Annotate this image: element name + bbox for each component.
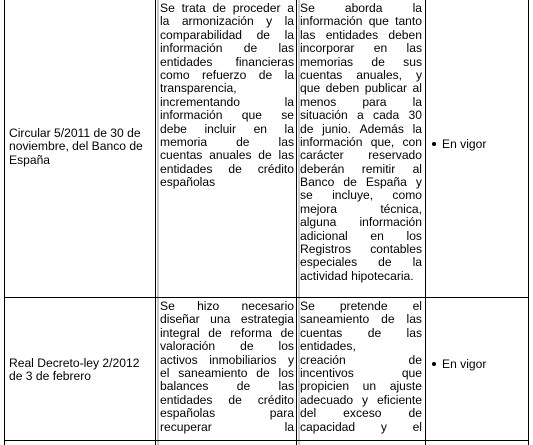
word: capacidad [300, 419, 356, 434]
word: entidades [325, 27, 379, 42]
word: los [406, 228, 422, 243]
word: las [278, 41, 294, 56]
word: entidades [160, 392, 213, 407]
word: de [240, 339, 254, 354]
word: memorias [300, 54, 354, 69]
objective-text-line: españolas [160, 175, 216, 190]
word: información [300, 134, 363, 149]
content-text-line [300, 136, 422, 149]
word: que, [370, 134, 395, 149]
word: de [228, 161, 242, 176]
objective-text-line [160, 42, 294, 55]
word: la [160, 14, 170, 29]
content-text-line [300, 82, 422, 95]
objective-text-line [160, 109, 294, 122]
word: cuentas [300, 325, 343, 340]
word: balances [160, 379, 209, 394]
word: y [266, 14, 273, 29]
word: deberán [300, 161, 345, 176]
word: integral [160, 325, 200, 340]
word: técnica, [380, 201, 422, 216]
word: de [343, 175, 357, 190]
word: en [253, 121, 268, 136]
word: incluir [204, 121, 237, 136]
word: Banco [300, 175, 335, 190]
word: situación [300, 108, 348, 123]
word: como [160, 67, 190, 82]
word: la [284, 67, 294, 82]
word: de [256, 27, 271, 42]
word: menos [300, 94, 337, 109]
word: las [278, 134, 294, 149]
word: las [300, 27, 316, 42]
status-label: En vigor [442, 357, 487, 371]
word: Registros [300, 242, 352, 257]
word: eficiente [376, 392, 422, 407]
word: de [381, 312, 395, 327]
objective-text-line [160, 421, 294, 434]
content-text-line [300, 56, 422, 69]
word: información [160, 108, 223, 123]
word: la [412, 94, 422, 109]
objective-text-line [160, 123, 294, 136]
word: cuentas [160, 148, 203, 163]
word: debe [160, 121, 187, 136]
word: carácter [300, 148, 344, 163]
norm-text-line: Circular 5/2011 de 30 de [9, 127, 141, 140]
word: de [258, 67, 273, 82]
word: mejora [300, 201, 337, 216]
norm-text-line: noviembre, del Banco de [9, 139, 143, 154]
word: 30 [408, 108, 422, 123]
word: de [280, 325, 294, 340]
word: para [269, 406, 294, 421]
word: al [412, 161, 422, 176]
norm-text-line: de 3 de febrero [9, 369, 92, 384]
word: la [412, 2, 422, 15]
word: que [368, 14, 389, 29]
word: comparabilidad [160, 27, 243, 42]
word: recuperar [160, 419, 212, 434]
content-text-line: actividad hipotecaria. [300, 268, 414, 283]
word: incorporar [300, 41, 355, 56]
word: información [160, 41, 223, 56]
word: de [300, 121, 314, 136]
content-text-line [300, 69, 422, 82]
word: especiales [300, 255, 358, 270]
word: adicional [300, 228, 348, 243]
word: de [256, 365, 270, 380]
word: como [392, 188, 422, 203]
table-border-left [4, 0, 5, 445]
word: del [300, 406, 317, 421]
status-label: En vigor [442, 137, 487, 151]
objective-text-line [160, 15, 294, 28]
word: los [278, 339, 294, 354]
word: remitir [361, 161, 396, 176]
bullet-icon [432, 142, 436, 146]
word: las [278, 148, 294, 163]
content-text-line [300, 42, 422, 55]
word: la [412, 255, 422, 270]
objective-cell [160, 300, 294, 440]
word: información [300, 14, 363, 29]
word: cada [373, 108, 400, 123]
word: contables [370, 242, 422, 257]
objective-text-line [160, 394, 294, 407]
column-separator-shade [157, 0, 159, 445]
word: saneamiento [300, 312, 370, 327]
objective-text-line [160, 96, 294, 109]
word: en [373, 41, 388, 56]
objective-text-line [160, 300, 294, 313]
objective-text-line [160, 2, 294, 15]
word: hizo [197, 300, 220, 313]
word: valoración [160, 339, 216, 354]
word: necesario [241, 300, 294, 313]
word: el [160, 365, 170, 380]
word: armonización [181, 14, 254, 29]
word: un [362, 379, 377, 394]
word: publicar [364, 81, 408, 96]
objective-text-line [160, 69, 294, 82]
word: refuerzo [201, 67, 247, 82]
word: y [287, 352, 294, 367]
word: la [284, 14, 294, 29]
norm-cell [9, 127, 153, 167]
word: memoria [160, 134, 208, 149]
objective-text-line [160, 56, 294, 69]
word: ajuste [389, 379, 422, 394]
content-text-line [300, 216, 422, 229]
word: las [278, 379, 294, 394]
word: para [362, 94, 387, 109]
content-text-line [300, 123, 422, 136]
content-text-line: entidades, [300, 339, 356, 354]
word: que [300, 81, 321, 96]
objective-text-line [160, 327, 294, 340]
word: aborda [344, 2, 383, 15]
word: activos [160, 352, 198, 367]
objective-text-line [160, 313, 294, 326]
content-text-line [300, 243, 422, 256]
word: reservado [368, 148, 422, 163]
norm-text-line: Real Decreto-ley 2/2012 [9, 357, 140, 370]
word: de [228, 392, 242, 407]
content-text-line [300, 394, 422, 407]
word: incluye, [332, 188, 374, 203]
content-text-line [300, 96, 422, 109]
word: de [408, 352, 422, 367]
word: junio. [322, 121, 351, 136]
word: adecuado [300, 392, 354, 407]
word: diseñar [160, 312, 200, 327]
word: y [362, 392, 369, 407]
content-text-line [300, 313, 422, 326]
content-text-line [300, 327, 422, 340]
content-text-line [300, 380, 422, 393]
word: que [401, 365, 422, 380]
content-text-line [300, 2, 422, 15]
row-divider [4, 297, 529, 298]
word: y [415, 175, 422, 190]
content-text-line [300, 256, 422, 269]
word: creación [300, 352, 346, 367]
content-text-line [300, 176, 422, 189]
objective-text-line [160, 367, 294, 380]
content-text-line [300, 354, 422, 367]
word: de [243, 41, 258, 56]
word: cuentas [300, 67, 343, 82]
objective-text-line [160, 163, 294, 176]
column-divider [155, 0, 156, 445]
word: crédito [257, 161, 294, 176]
content-text-line [300, 109, 422, 122]
word: la [284, 27, 294, 42]
word: Se [300, 2, 315, 15]
content-text-line [300, 300, 422, 313]
objective-text-line [160, 136, 294, 149]
content-text-line [300, 421, 422, 434]
content-text-line [300, 15, 422, 28]
word: de [236, 134, 250, 149]
word: de [378, 255, 392, 270]
objective-text-line [160, 380, 294, 393]
word: deben [325, 81, 360, 96]
word: la [412, 121, 422, 136]
word: de [408, 406, 422, 421]
word: trata [181, 2, 206, 15]
word: a [287, 2, 294, 15]
content-text-line [300, 367, 422, 380]
word: España [365, 175, 407, 190]
word: tanto [395, 14, 422, 29]
content-text-line [300, 163, 422, 176]
word: financieras [235, 54, 294, 69]
word: el [412, 300, 422, 313]
word: deben [388, 27, 422, 42]
table-border-right [528, 0, 529, 445]
objective-text-line: transparencia, [160, 81, 237, 96]
word: una [210, 312, 231, 327]
objective-cell [160, 2, 294, 189]
word: anuales [209, 148, 252, 163]
word: se [300, 188, 313, 203]
word: Se [160, 300, 175, 313]
column-divider [425, 0, 426, 445]
objective-text-line [160, 29, 294, 42]
word: los [278, 365, 294, 380]
word: de [212, 2, 226, 15]
status-cell [432, 357, 486, 371]
word: al [412, 81, 422, 96]
word: estrategia [240, 312, 294, 327]
status-cell [432, 137, 486, 151]
content-text-line [300, 189, 422, 202]
word: reforma [230, 325, 272, 340]
word: de [208, 325, 222, 340]
word: Se [300, 300, 315, 313]
word: las [406, 312, 422, 327]
column-divider [296, 0, 297, 445]
word: Además [359, 121, 404, 136]
word: que [241, 108, 262, 123]
word: se [281, 108, 294, 123]
word: entidades [160, 161, 213, 176]
word: y [415, 67, 422, 82]
word: y [380, 419, 387, 434]
objective-text-line [160, 354, 294, 367]
word: exceso [343, 406, 382, 421]
content-text-line [300, 149, 422, 162]
word: la [284, 419, 294, 434]
word: información [359, 215, 422, 230]
norm-text-line: España [9, 152, 51, 167]
content-text-line [300, 29, 422, 42]
objective-text-line [160, 340, 294, 353]
content-cell [300, 300, 422, 440]
row-divider [4, 440, 529, 441]
word: a [357, 108, 364, 123]
word: el [412, 419, 422, 434]
objective-text-line [160, 149, 294, 162]
content-cell [300, 2, 422, 283]
word: alguna [300, 215, 337, 230]
word: de [236, 379, 251, 394]
word: crédito [257, 392, 294, 407]
word: saneamiento [178, 365, 248, 380]
norm-cell [9, 357, 153, 384]
word: propicien [300, 379, 350, 394]
word: incentivos [300, 365, 354, 380]
word: sus [403, 54, 422, 69]
word: en [370, 228, 384, 243]
word: las [406, 41, 422, 56]
content-text-line [300, 203, 422, 216]
word: con [402, 134, 422, 149]
word: incrementando [160, 94, 241, 109]
bullet-icon [432, 362, 436, 366]
content-text-line [300, 230, 422, 243]
objective-text-line [160, 407, 294, 420]
word: proceder [232, 2, 281, 15]
word: inmobiliarios [209, 352, 277, 367]
word: de [367, 325, 382, 340]
word: Se [160, 2, 175, 15]
word: de [258, 148, 272, 163]
word: entidades [160, 54, 213, 69]
word: las [406, 325, 422, 340]
word: pretende [339, 300, 388, 313]
content-text-line [300, 407, 422, 420]
word: españolas [160, 406, 216, 421]
word: anuales, [356, 67, 403, 82]
word: la [284, 94, 294, 109]
word: la [284, 121, 294, 136]
word: de [371, 54, 385, 69]
